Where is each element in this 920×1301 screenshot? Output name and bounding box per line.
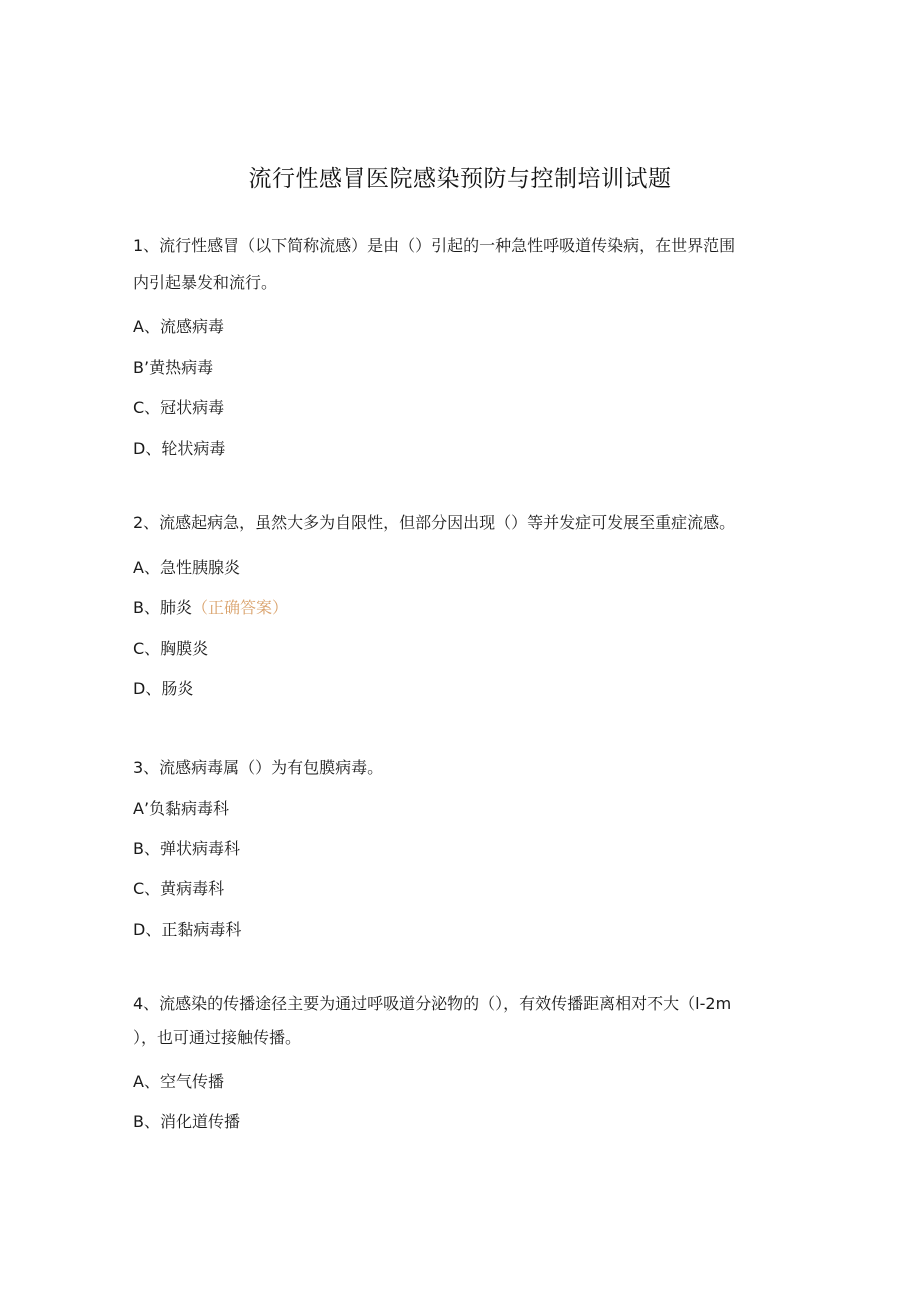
question-2-option-c: C、胸膜炎 (133, 639, 209, 658)
question-2-option-b-text: B、肺炎 (133, 598, 192, 617)
question-2-stem: 2、流感起病急，虽然大多为自限性，但部分因出现（）等并发症可发展至重症流感。 (133, 513, 736, 532)
question-1-option-c: C、冠状病毒 (133, 398, 225, 417)
question-3-option-b: B、弹状病毒科 (133, 839, 240, 858)
correct-answer-note: （正确答案） (191, 598, 288, 617)
question-4-option-a: A、空气传播 (133, 1072, 224, 1091)
question-1-option-a: A、流感病毒 (133, 317, 224, 336)
question-3-option-c: C、黄病毒科 (133, 879, 225, 898)
question-1-option-d: D、轮状病毒 (133, 439, 226, 458)
question-2-option-b (133, 597, 288, 619)
question-4-stem-line-2: ），也可通过接触传播。 (133, 1028, 302, 1047)
question-3-option-a: A’负黏病毒科 (133, 799, 230, 818)
question-3-stem: 3、流感病毒属（）为有包膜病毒。 (133, 758, 384, 777)
question-4-stem-line-1: 4、流感染的传播途径主要为通过呼吸道分泌物的（），有效传播距离相对不大（l-2m (133, 994, 732, 1013)
question-3-option-d: D、正黏病毒科 (133, 920, 242, 939)
question-1-stem-line-2: 内引起暴发和流行。 (133, 273, 278, 292)
document-title: 流行性感冒医院感染预防与控制培训试题 (248, 166, 672, 192)
question-1-option-b: B’黄热病毒 (133, 358, 214, 377)
question-2-option-a: A、急性胰腺炎 (133, 558, 240, 577)
question-2-option-d: D、肠炎 (133, 679, 194, 698)
question-1-stem-line-1: 1、流行性感冒（以下简称流感）是由（）引起的一种急性呼吸道传染病，在世界范围 (133, 236, 736, 255)
question-4-option-b: B、消化道传播 (133, 1112, 240, 1131)
